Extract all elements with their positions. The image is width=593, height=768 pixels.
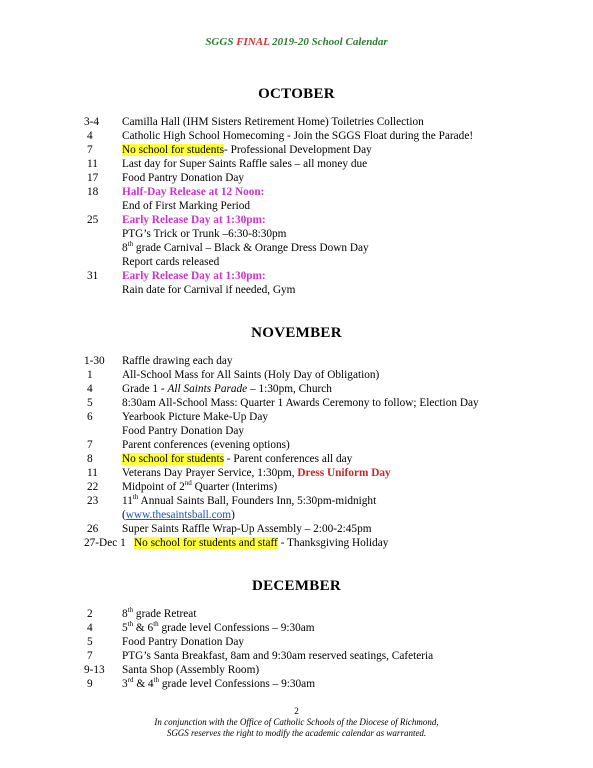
entry-text-part: Midpoint of 2 (122, 481, 185, 493)
entry-date: 23 (87, 495, 99, 507)
entry-text-part: - Parent conferences all day (223, 453, 353, 465)
entry-text (122, 424, 244, 438)
entry-date: 4 (87, 622, 93, 634)
highlighted-text: No school for students (122, 144, 224, 156)
ordinal-suffix: rd (127, 676, 134, 685)
entry-date: 11 (87, 467, 98, 479)
entry-text-part: 8 (122, 608, 128, 620)
entry-text-part: - Thanksgiving Holiday (277, 537, 389, 549)
entry-text (122, 452, 352, 466)
entry-text (122, 143, 372, 157)
header-pre: SGGS (205, 36, 237, 48)
entry-text (122, 480, 277, 494)
entry-text (122, 368, 379, 382)
entry-text (122, 283, 295, 297)
entry-date: 2 (87, 608, 93, 620)
dress-uniform-notice: Dress Uniform Day (297, 467, 391, 479)
entry-text (122, 129, 473, 143)
entry-text-part: End of First Marking Period (122, 200, 251, 212)
footer-line-1: In conjunction with the Office of Catholic Schools of the Diocese of Richmond, (154, 717, 439, 727)
entry-date: 25 (87, 214, 99, 226)
entry-date: 6 (87, 411, 93, 423)
highlighted-text: No school for students and staff (134, 537, 278, 549)
entry-text-part: PTG’s Trick or Trunk –6:30-8:30pm (122, 228, 287, 240)
entry-date: 7 (87, 144, 93, 156)
entry-date: 1-30 (84, 355, 105, 367)
entry-text (122, 677, 315, 691)
ordinal-suffix: th (132, 493, 139, 502)
entry-text-part: Last day for Super Saints Raffle sales – all money due (122, 158, 368, 170)
entry-text-part: – 1:30pm, Church (247, 383, 332, 395)
entry-text-part: Santa Shop (Assembly Room) (122, 664, 260, 676)
entry-date: 4 (87, 130, 93, 142)
entry-text (122, 199, 250, 213)
entry-text-part: & 4 (133, 678, 154, 690)
entry-text-part: Rain date for Carnival if needed, Gym (122, 284, 296, 296)
page-number: 2 (294, 706, 299, 716)
entry-text-part: Report cards released (122, 256, 220, 268)
entry-date: 7 (87, 650, 93, 662)
month-heading-december: DECEMBER (251, 578, 342, 594)
entry-text-part: Annual Saints Ball, Founders Inn, 5:30pm-midnight (138, 495, 377, 507)
entry-text (134, 536, 388, 550)
ordinal-suffix: th (153, 676, 160, 685)
entry-text-part: - Professional Development Day (223, 144, 372, 156)
entry-text-part: Parent conferences (evening options) (122, 439, 290, 451)
entry-text (122, 621, 315, 635)
entry-text-part: Camilla Hall (IHM Sisters Retirement Home) Toiletries Collection (122, 116, 424, 128)
entry-date: 9 (87, 678, 93, 690)
entry-text-part: Food Pantry Donation Day (122, 636, 245, 648)
entry-text-part: Super Saints Raffle Wrap-Up Assembly – 2:00-2:45pm (122, 523, 372, 535)
entry-text-part: 8:30am All-School Mass: Quarter 1 Awards Ceremony to follow; Election Day (122, 397, 479, 409)
entry-text (122, 382, 332, 396)
entry-text (122, 185, 264, 199)
entry-text (122, 157, 367, 171)
entry-date: 31 (87, 270, 99, 282)
entry-date: 7 (87, 439, 93, 451)
highlighted-text: No school for students (122, 453, 224, 465)
entry-text-part: 11 (122, 495, 133, 507)
entry-date: 26 (87, 523, 99, 535)
entry-text (122, 354, 233, 368)
entry-date: 5 (87, 397, 93, 409)
entry-text-part: Veterans Day Prayer Service, 1:30pm, (122, 467, 298, 479)
footer-line-2: SGGS reserves the right to modify the academic calendar as warranted. (166, 728, 427, 738)
ordinal-suffix: th (127, 240, 134, 249)
entry-date: 8 (87, 453, 93, 465)
header-post: 2019-20 School Calendar (269, 36, 388, 48)
entry-text-part: ) (231, 509, 235, 521)
entry-date: 5 (87, 636, 93, 648)
entry-text-part: Quarter (Interims) (191, 481, 278, 493)
entry-text-part: 5 (122, 622, 128, 634)
entry-date: 17 (87, 172, 99, 184)
ordinal-suffix: nd (184, 479, 192, 488)
entry-date: 22 (87, 481, 99, 493)
entry-text (122, 663, 259, 677)
entry-date: 3-4 (84, 116, 100, 128)
entry-text-part: Grade 1 - (122, 383, 168, 395)
ordinal-suffix: th (153, 620, 159, 629)
entry-text-part: Yearbook Picture Make-Up Day (122, 411, 268, 423)
entry-text (122, 171, 244, 185)
entry-text-part: Food Pantry Donation Day (122, 425, 245, 437)
document-header (0, 36, 593, 48)
entry-text (122, 522, 372, 536)
entry-text (122, 508, 235, 522)
entry-text-part: grade level Confessions – 9:30am (159, 678, 315, 690)
entry-text (122, 466, 391, 480)
entry-text (122, 635, 244, 649)
entry-text-part: grade Retreat (133, 608, 197, 620)
entry-date: 27-Dec 1 (84, 537, 126, 549)
entry-text (122, 396, 479, 410)
entry-date: 11 (87, 158, 98, 170)
entry-text (122, 213, 266, 227)
entry-text-part: PTG’s Santa Breakfast, 8am and 9:30am reserved seatings, Cafeteria (122, 650, 434, 662)
entry-text-part: & 6 (133, 622, 154, 634)
release-notice: Early Release Day at 1:30pm: (122, 270, 266, 282)
entry-text (122, 438, 290, 452)
entry-text (122, 494, 376, 508)
entry-text (122, 115, 424, 129)
entry-text-part: 8 (122, 242, 128, 254)
ordinal-suffix: th (127, 606, 134, 615)
ordinal-suffix: th (127, 620, 134, 629)
entry-text-part: ( (122, 509, 126, 521)
entry-date: 18 (87, 186, 99, 198)
entry-text-part: All-School Mass for All Saints (Holy Day of Obligation) (122, 369, 380, 381)
italic-text: All Saints Parade (167, 383, 248, 395)
entry-text-part: 3 (122, 678, 128, 690)
entry-text (122, 227, 286, 241)
release-notice: Early Release Day at 1:30pm: (122, 214, 266, 226)
saints-ball-link[interactable]: www.thesaintsball.com (125, 509, 232, 521)
entry-text-part: grade level Confessions – 9:30am (158, 622, 315, 634)
entry-text-part: Catholic High School Homecoming - Join the SGGS Float during the Parade! (122, 130, 474, 142)
entry-text (122, 269, 266, 283)
release-notice: Half-Day Release at 12 Noon: (122, 186, 265, 198)
entry-date: 9-13 (84, 664, 105, 676)
header-final: FINAL (236, 36, 270, 48)
entry-text-part: grade Carnival – Black & Orange Dress Down Day (133, 242, 369, 254)
entry-text (122, 410, 268, 424)
month-heading-november: NOVEMBER (251, 325, 342, 341)
entry-date: 1 (87, 369, 93, 381)
entry-text (122, 241, 369, 255)
entry-text (122, 607, 196, 621)
month-heading-october: OCTOBER (258, 86, 335, 102)
entry-date: 4 (87, 383, 93, 395)
entry-text (122, 255, 219, 269)
entry-text (122, 649, 433, 663)
entry-text-part: Raffle drawing each day (122, 355, 233, 367)
entry-text-part: Food Pantry Donation Day (122, 172, 245, 184)
